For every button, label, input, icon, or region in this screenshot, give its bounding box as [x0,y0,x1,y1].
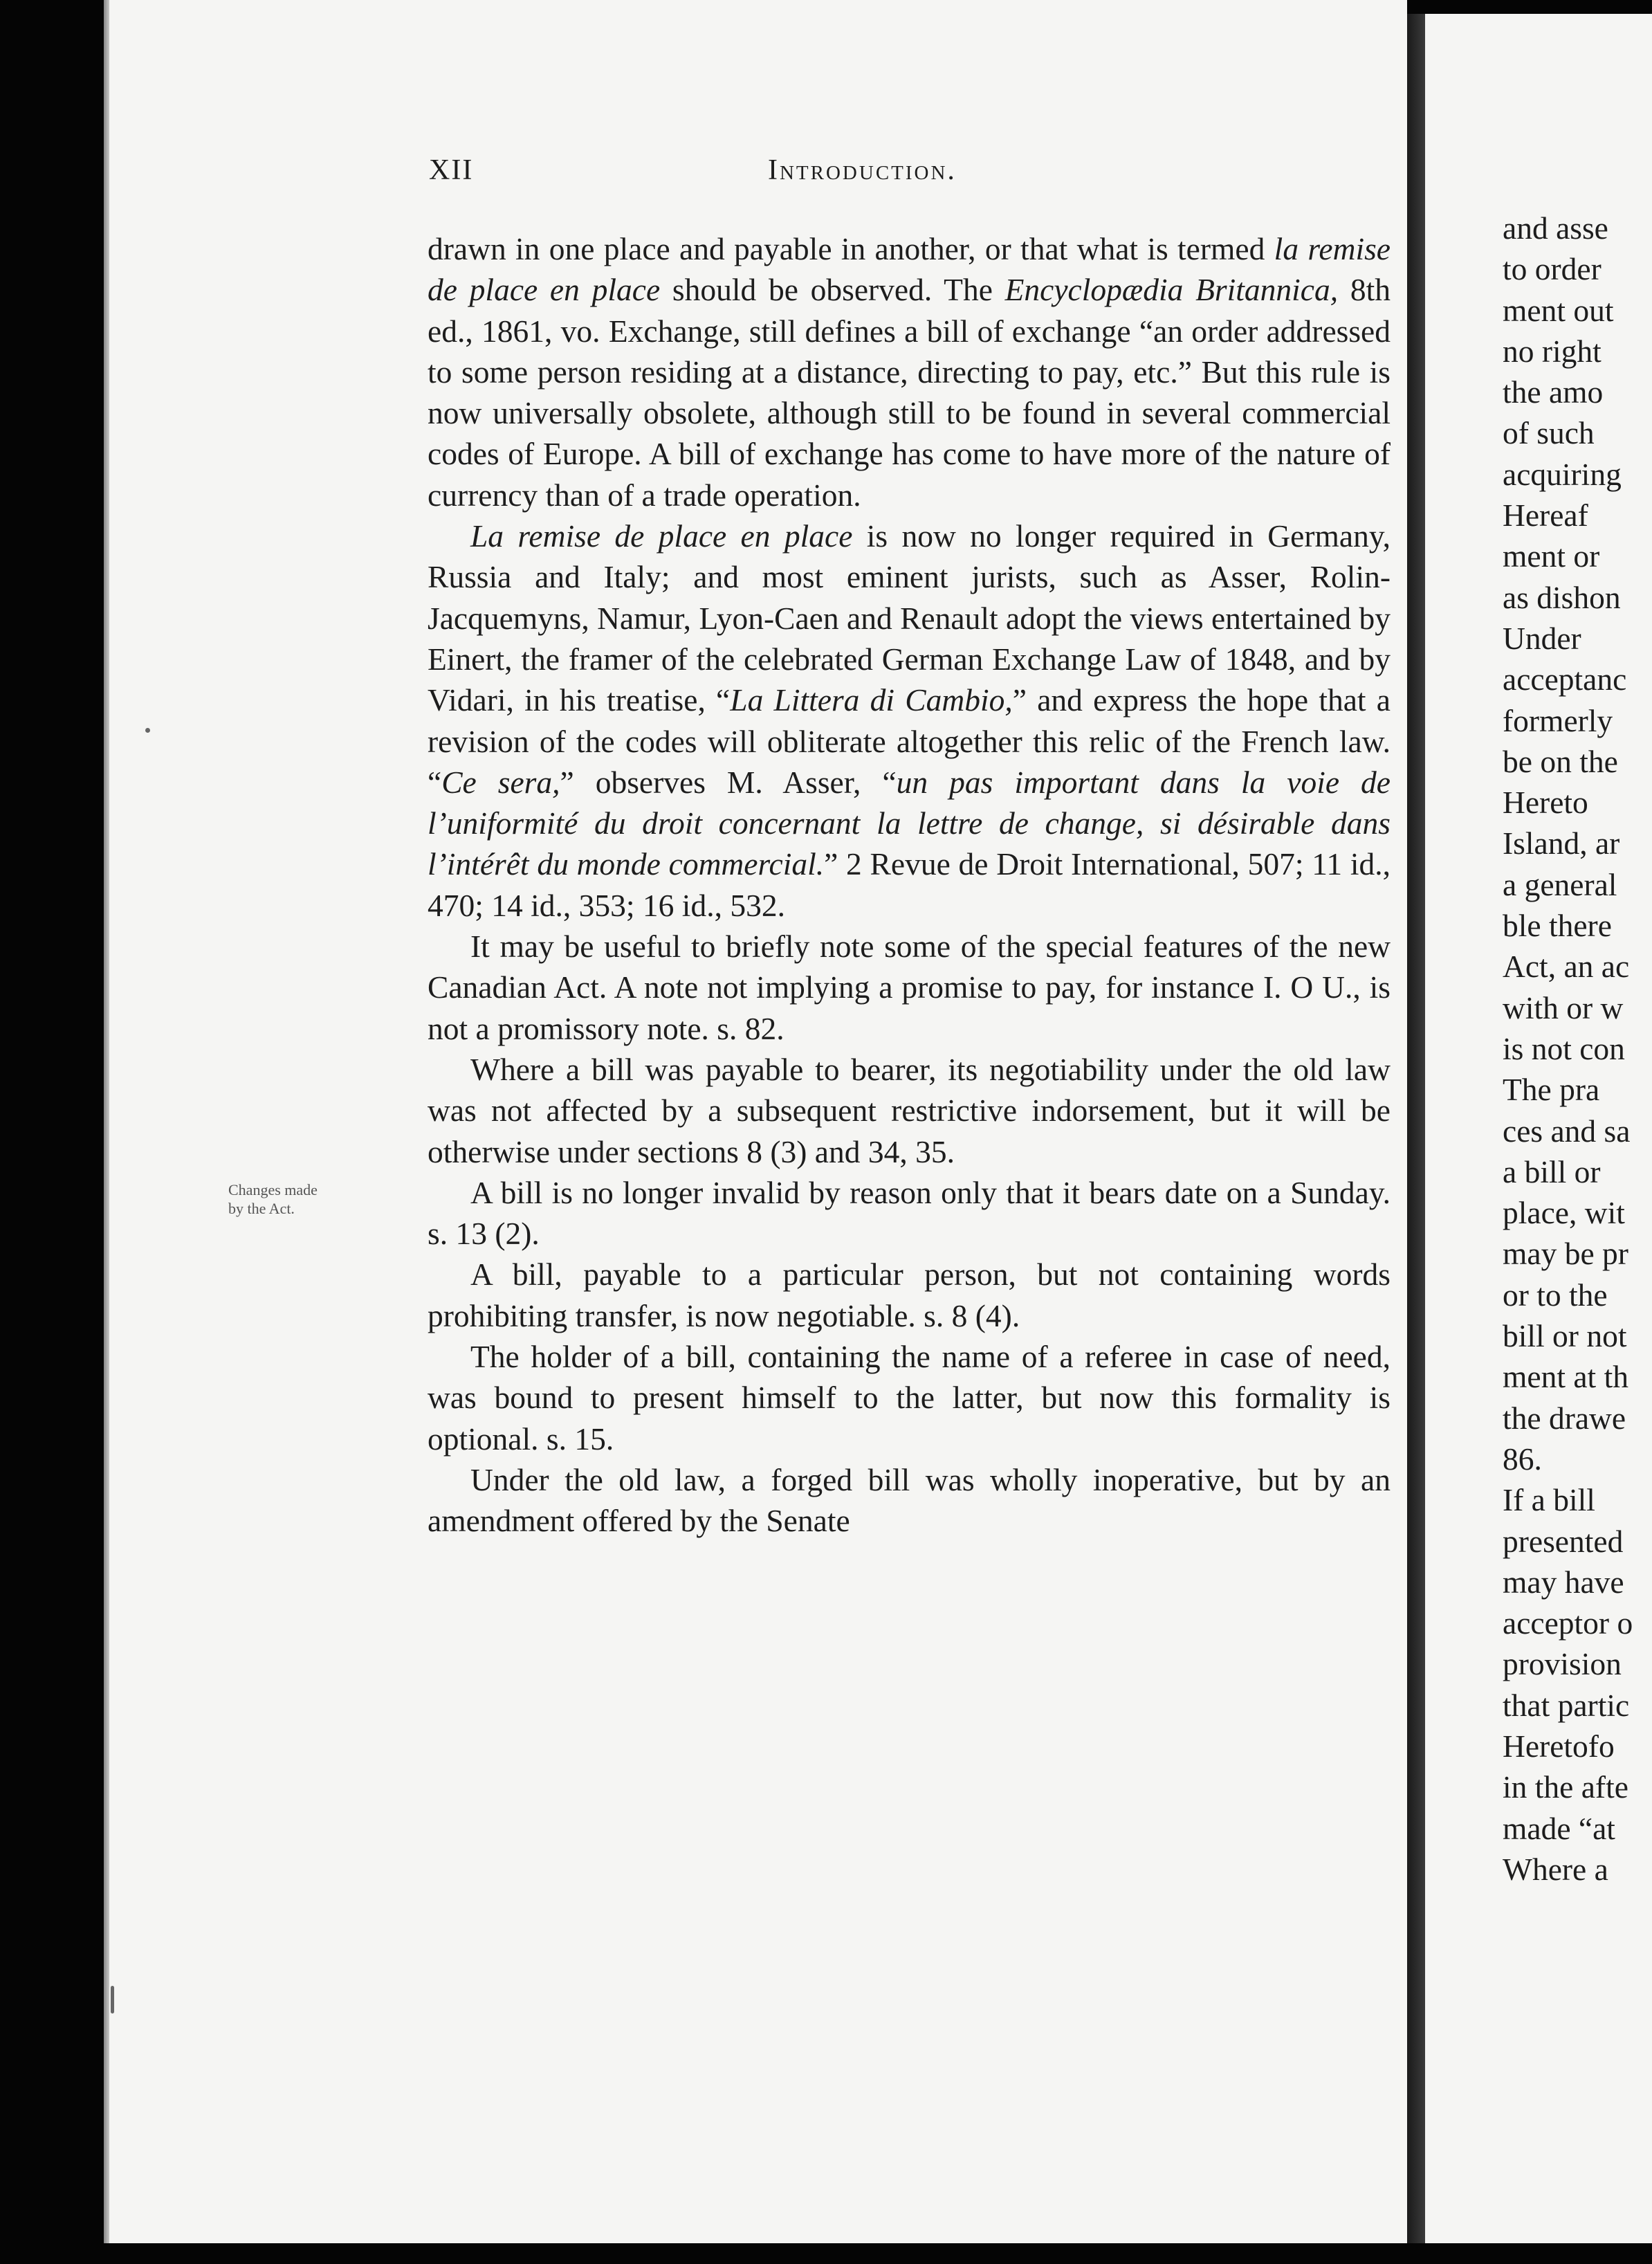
right-text-line: a general [1503,866,1617,902]
right-text-line: no right [1503,333,1601,369]
right-text-line: the drawe [1503,1400,1626,1436]
right-text-line: bill or not [1503,1318,1627,1354]
right-text-line: formerly [1503,702,1613,738]
paragraph: Where a bill was payable to bearer, its negotiability under the old law was not affected by a subsequent restrictive indorsement, but it will be otherwise under sections 8 (3) and 34, 35. [428,1051,1391,1169]
right-text-line: presented [1503,1523,1624,1559]
right-text-line: 86. [1503,1441,1542,1477]
paragraph: The holder of a bill, containing the name of a referee in case of need, was bound to present himself to the latter, but now this formality is optional. s. 15. [428,1339,1391,1457]
margin-note-line: Changes made [228,1181,318,1198]
right-text-line: and asse [1503,210,1608,246]
right-text-line: Act, an ac [1503,949,1630,985]
right-text-line: ment out [1503,292,1614,328]
text-run: ” observes M. Asser, “ [560,764,897,800]
right-text-line: The pra [1503,1072,1600,1108]
right-text-line: Under [1503,620,1581,656]
right-text-line: of such [1503,415,1595,451]
paragraph: A bill is no longer invalid by reason only that it bears date on a Sunday. s. 13 (2). [428,1174,1391,1252]
right-text-line: acceptanc [1503,661,1627,697]
text-run: drawn in one place and payable in another, or that what is termed [428,231,1274,266]
right-text-line: be on the [1503,743,1618,779]
right-text-line: Hereto [1503,785,1588,821]
right-text-line: ment or [1503,538,1600,574]
right-text-line: with or w [1503,989,1624,1025]
right-text-line: to order [1503,251,1601,287]
right-text-line: a bill or [1503,1153,1601,1189]
right-text-line: that partic [1503,1687,1630,1723]
right-text-line: made “at [1503,1810,1615,1846]
right-text-line: or to the [1503,1277,1608,1313]
paragraph [428,228,1391,515]
right-text-line: provision [1503,1646,1622,1682]
paragraph: It may be useful to briefly note some of the special features of the new Canadian Act. A note not implying a promise to pay, for instance I. O U., is not a promissory note. s. 82. [428,929,1391,1046]
right-text-line: Hereaf [1503,497,1588,533]
speck-mark [111,1986,114,2014]
text-run: should be observed. The [660,272,1005,308]
main-text [428,228,1391,1542]
paragraph: A bill, payable to a particular person, but not containing words prohibiting transfer, is now negotiable. s. 8 (4). [428,1257,1391,1333]
right-text-line: Island, ar [1503,825,1620,861]
page-number: XII [429,154,474,186]
right-text-line: may be pr [1503,1236,1628,1272]
right-text-line: Heretofo [1503,1728,1615,1764]
paragraph [428,515,1391,926]
right-text-line: place, wit [1503,1195,1625,1231]
right-text-line: ces and sa [1503,1113,1631,1149]
speck-mark [145,728,150,733]
right-text-line: Where a [1503,1851,1608,1887]
italic-run: la remise de place en place [428,231,1391,308]
paragraph: Under the old law, a forged bill was wholly inoperative, but by an amendment offered by the Senate [428,1461,1391,1539]
text-run: ” 2 Revue de Droit International, 507; 11 id., 470; 14 id., 353; 16 id., 532. [428,846,1391,923]
right-text-line: may have [1503,1564,1624,1600]
right-text-line: ble there [1503,908,1612,944]
right-text-line: as dishon [1503,579,1621,615]
text-run: is now no longer required in Germany, Russia and Italy; and most eminent jurists, such as Asser, Rolin-Jacquemyns, Namur, Lyon-Caen and Renault adopt the views entertained by Einert, the framer of the celebrated German Exchange Law of 1848, and by Vidari, in his treatise, “ [428,518,1391,718]
italic-run: un pas important dans la voie de l’uniformité du droit concernant la lettre de change, si désirable dans l’intérêt du monde commercial. [428,764,1391,882]
book-spine [1407,14,1425,2243]
running-header [429,154,1370,195]
right-page-text [1503,208,1652,1890]
text-run: ” and express the hope that a revision of the codes will obliterate altogether this relic of the French law. “ [428,682,1391,800]
right-text-line: If a bill [1503,1482,1595,1518]
text-run: 8th ed., 1861, vo. Exchange, still defines a bill of exchange “an order addressed to some person residing at a distance, directing to pay, etc.” But this rule is now universally obsolete, although still to be found in several commercial codes of Europe. A bill of exchange has come to have more of the nature of currency than of a trade operation. [428,272,1391,513]
italic-run: La Littera di Cambio, [730,682,1013,718]
margin-note-line: by the Act. [228,1200,295,1217]
right-text-line: ment at th [1503,1359,1628,1395]
italic-run: Ce sera, [441,764,560,800]
running-title: Introduction. [768,154,957,186]
right-text-line: is not con [1503,1030,1625,1066]
italic-run: Encyclopædia Britannica, [1004,272,1339,308]
right-text-line: acceptor o [1503,1605,1633,1641]
right-text-line: in the afte [1503,1769,1628,1805]
margin-note [228,1180,394,1218]
right-text-line: acquiring [1503,456,1622,492]
right-text-line: the amo [1503,374,1604,410]
italic-run: La remise de place en place [470,518,853,554]
